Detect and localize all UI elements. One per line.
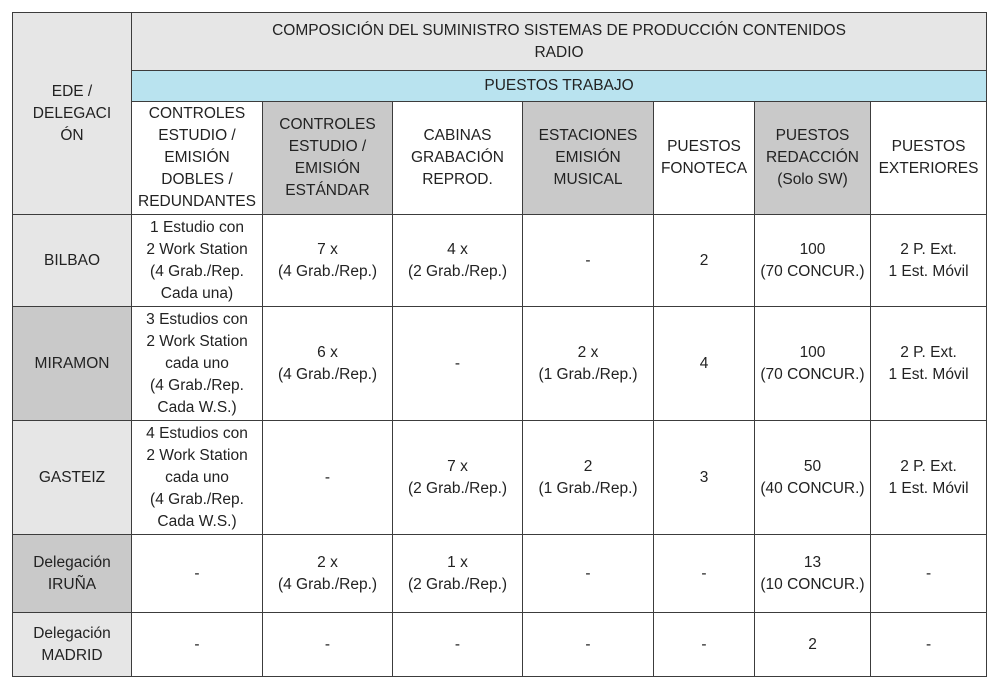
table-cell: - [263, 613, 393, 677]
table-cell: - [263, 421, 393, 535]
table-cell: 2 P. Ext. 1 Est. Móvil [871, 307, 987, 421]
row-header: BILBAO [13, 215, 132, 307]
table-row [13, 535, 987, 613]
table-cell: - [523, 215, 654, 307]
column-header: CONTROLES ESTUDIO / EMISIÓN ESTÁNDAR [263, 102, 393, 215]
table-row [13, 613, 987, 677]
table-cell: 2 P. Ext. 1 Est. Móvil [871, 215, 987, 307]
column-header: PUESTOS FONOTECA [654, 102, 755, 215]
table-cell: 2 (1 Grab./Rep.) [523, 421, 654, 535]
table-cell: 3 Estudios con 2 Work Station cada uno (4 Grab./Rep. Cada W.S.) [132, 307, 263, 421]
table-cell: 1 x (2 Grab./Rep.) [393, 535, 523, 613]
table-cell: 3 [654, 421, 755, 535]
table-cell: 6 x (4 Grab./Rep.) [263, 307, 393, 421]
table-cell: - [393, 613, 523, 677]
table-cell: 13 (10 CONCUR.) [755, 535, 871, 613]
column-header: CONTROLES ESTUDIO / EMISIÓN DOBLES / REDUNDANTES [132, 102, 263, 215]
table-cell: 4 Estudios con 2 Work Station cada uno (4 Grab./Rep. Cada W.S.) [132, 421, 263, 535]
table-cell: 2 x (4 Grab./Rep.) [263, 535, 393, 613]
corner-header: EDE / DELEGACI ÓN [13, 13, 132, 215]
table-cell: 2 x (1 Grab./Rep.) [523, 307, 654, 421]
column-header: PUESTOS REDACCIÓN (Solo SW) [755, 102, 871, 215]
column-header: CABINAS GRABACIÓN REPROD. [393, 102, 523, 215]
table-cell: - [871, 613, 987, 677]
row-header: Delegación MADRID [13, 613, 132, 677]
table-cell: 7 x (2 Grab./Rep.) [393, 421, 523, 535]
table-cell: 2 [654, 215, 755, 307]
table-row [13, 421, 987, 535]
table-cell: 7 x (4 Grab./Rep.) [263, 215, 393, 307]
column-header: PUESTOS EXTERIORES [871, 102, 987, 215]
table-cell: - [871, 535, 987, 613]
table-row [13, 215, 987, 307]
column-header: ESTACIONES EMISIÓN MUSICAL [523, 102, 654, 215]
row-header: Delegación IRUÑA [13, 535, 132, 613]
table-row [13, 307, 987, 421]
table-cell: - [654, 613, 755, 677]
table-cell: - [132, 535, 263, 613]
table-cell: 1 Estudio con 2 Work Station (4 Grab./Rep. Cada una) [132, 215, 263, 307]
table-cell: 2 [755, 613, 871, 677]
table-cell: - [654, 535, 755, 613]
table-cell: 4 [654, 307, 755, 421]
table-cell: 100 (70 CONCUR.) [755, 307, 871, 421]
table-cell: 100 (70 CONCUR.) [755, 215, 871, 307]
row-header: GASTEIZ [13, 421, 132, 535]
table-cell: 2 P. Ext. 1 Est. Móvil [871, 421, 987, 535]
supply-composition-table [12, 12, 987, 677]
table-cell: 4 x (2 Grab./Rep.) [393, 215, 523, 307]
table-cell: - [393, 307, 523, 421]
table-cell: - [523, 535, 654, 613]
row-header: MIRAMON [13, 307, 132, 421]
table-cell: - [132, 613, 263, 677]
table-subtitle: PUESTOS TRABAJO [132, 71, 987, 102]
table-cell: - [523, 613, 654, 677]
table-title: COMPOSICIÓN DEL SUMINISTRO SISTEMAS DE PRODUCCIÓN CONTENIDOS RADIO [132, 13, 987, 71]
table-cell: 50 (40 CONCUR.) [755, 421, 871, 535]
